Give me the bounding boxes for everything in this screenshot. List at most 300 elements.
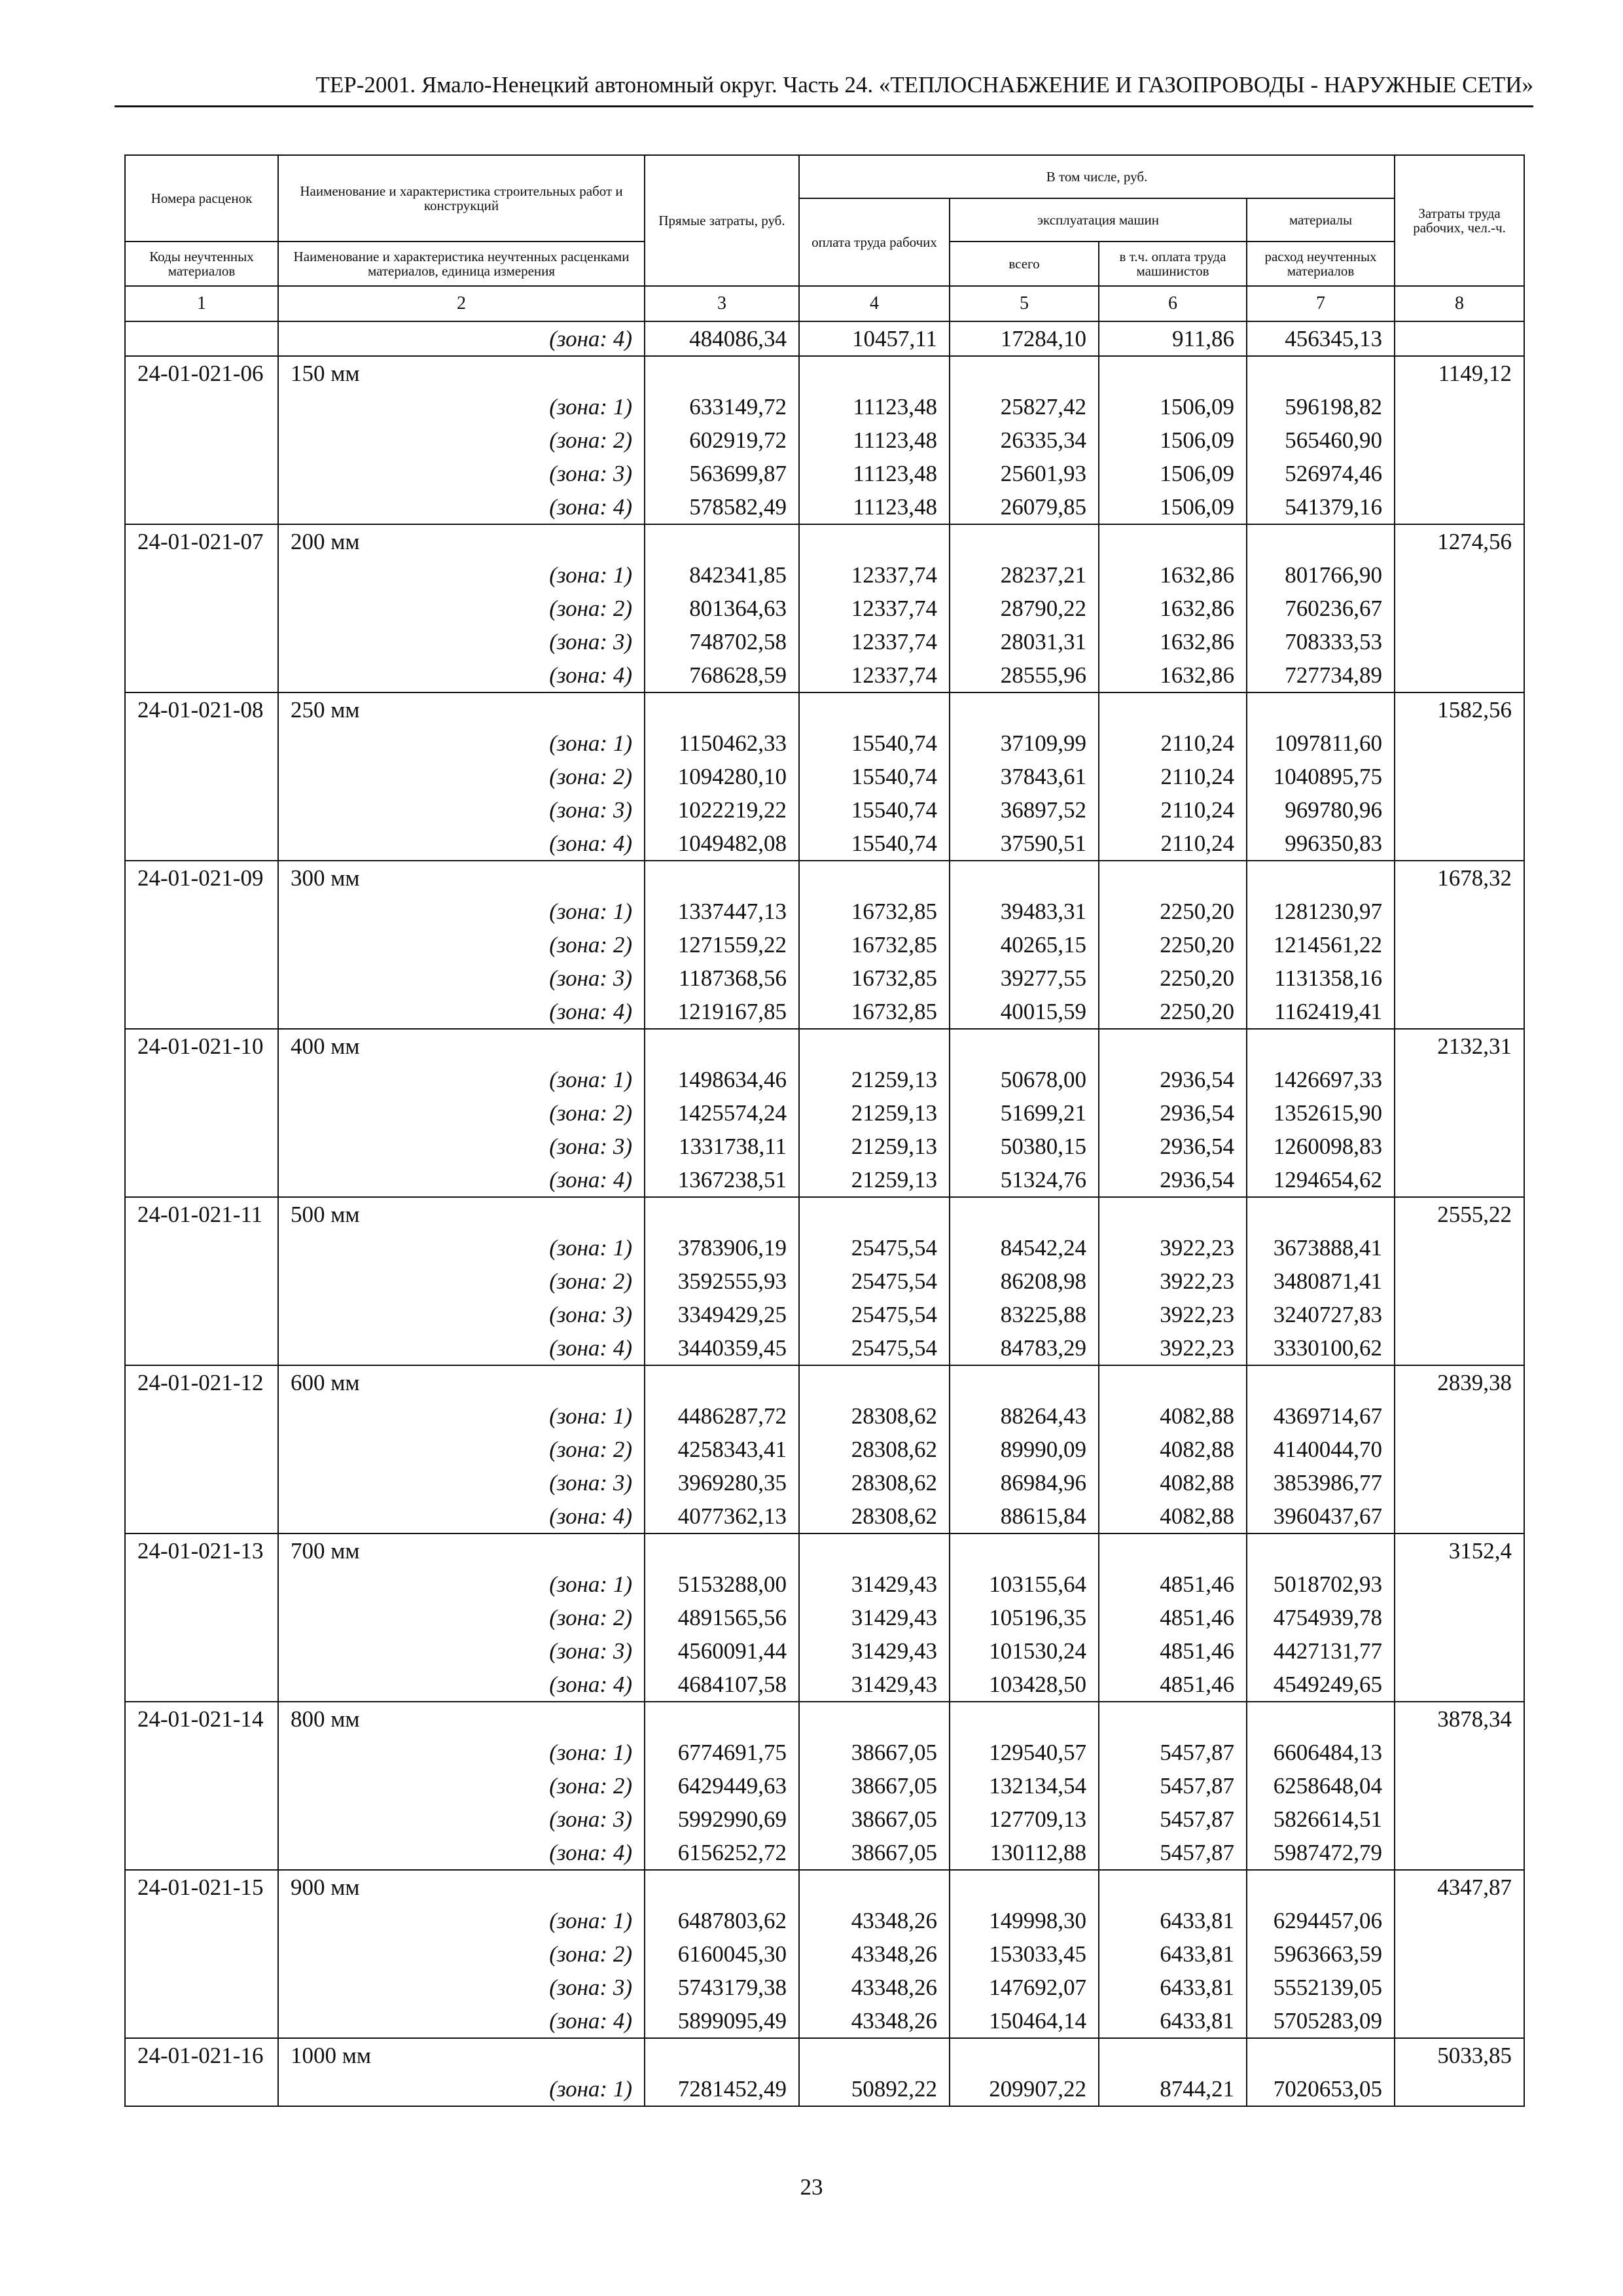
- empty-cell: [950, 1029, 1099, 1063]
- zone-row: [125, 321, 1524, 356]
- header-direct-costs: Прямые затраты, руб.: [645, 155, 799, 286]
- wages: 25475,54: [799, 1331, 950, 1365]
- empty-cell: [125, 423, 278, 457]
- empty-cell: [125, 1063, 278, 1096]
- empty-cell: [1395, 1399, 1524, 1433]
- empty-cell: [125, 1568, 278, 1601]
- wages: 21259,13: [799, 1096, 950, 1130]
- header-work-name: Наименование и характеристика строительных работ и конструкций: [278, 155, 645, 242]
- empty-cell: [1395, 2004, 1524, 2038]
- zone-row: [125, 1904, 1524, 1937]
- empty-cell: [125, 1433, 278, 1466]
- operators-wages: 6433,81: [1099, 1937, 1247, 1971]
- direct-costs: 6160045,30: [645, 1937, 799, 1971]
- zone-label: (зона: 1): [278, 726, 645, 760]
- empty-cell: [125, 1836, 278, 1870]
- empty-cell: [645, 1534, 799, 1568]
- zone-row: [125, 1803, 1524, 1836]
- direct-costs: 3969280,35: [645, 1466, 799, 1499]
- rate-header-row: [125, 524, 1524, 558]
- empty-cell: [799, 1197, 950, 1231]
- operators-wages: 2936,54: [1099, 1096, 1247, 1130]
- zone-label: (зона: 2): [278, 592, 645, 625]
- empty-cell: [1395, 1971, 1524, 2004]
- materials: 596198,82: [1247, 390, 1395, 423]
- empty-cell: [1395, 1433, 1524, 1466]
- empty-cell: [799, 1365, 950, 1399]
- operators-wages: 4082,88: [1099, 1399, 1247, 1433]
- empty-cell: [1395, 625, 1524, 658]
- empty-cell: [950, 692, 1099, 726]
- materials: 4754939,78: [1247, 1601, 1395, 1634]
- wages: 16732,85: [799, 961, 950, 995]
- materials: 760236,67: [1247, 592, 1395, 625]
- empty-cell: [799, 692, 950, 726]
- direct-costs: 4077362,13: [645, 1499, 799, 1534]
- wages: 50892,22: [799, 2072, 950, 2106]
- header-material-codes: Коды неучтенных материалов: [125, 242, 278, 286]
- zone-row: [125, 1399, 1524, 1433]
- empty-cell: [799, 1702, 950, 1736]
- empty-cell: [125, 1231, 278, 1265]
- materials: 727734,89: [1247, 658, 1395, 692]
- rate-code: 24-01-021-11: [125, 1197, 278, 1231]
- empty-cell: [125, 1499, 278, 1534]
- wages: 31429,43: [799, 1634, 950, 1668]
- zone-label: (зона: 2): [278, 423, 645, 457]
- operators-wages: 2250,20: [1099, 995, 1247, 1029]
- empty-cell: [1395, 2072, 1524, 2106]
- wages: 31429,43: [799, 1668, 950, 1702]
- materials: 708333,53: [1247, 625, 1395, 658]
- empty-cell: [1247, 1534, 1395, 1568]
- zone-row: [125, 2004, 1524, 2038]
- operators-wages: 4851,46: [1099, 1668, 1247, 1702]
- operators-wages: 2250,20: [1099, 928, 1247, 961]
- direct-costs: 1331738,11: [645, 1130, 799, 1163]
- header-wages: оплата труда рабочих: [799, 198, 950, 286]
- zone-row: [125, 928, 1524, 961]
- direct-costs: 6156252,72: [645, 1836, 799, 1870]
- header-machines-total: всего: [950, 242, 1099, 286]
- empty-cell: [125, 390, 278, 423]
- zone-label: (зона: 1): [278, 2072, 645, 2106]
- empty-cell: [125, 321, 278, 356]
- empty-cell: [125, 895, 278, 928]
- zone-row: [125, 1736, 1524, 1769]
- labor-cost: 1678,32: [1395, 861, 1524, 895]
- zone-label: (зона: 4): [278, 995, 645, 1029]
- wages: 38667,05: [799, 1736, 950, 1769]
- rate-name: 150 мм: [278, 356, 645, 390]
- empty-cell: [125, 592, 278, 625]
- header-labor-costs: Затраты труда рабочих, чел.-ч.: [1395, 155, 1524, 286]
- rate-header-row: [125, 692, 1524, 726]
- operators-wages: 4082,88: [1099, 1499, 1247, 1534]
- operators-wages: 2250,20: [1099, 961, 1247, 995]
- empty-cell: [125, 1803, 278, 1836]
- zone-row: [125, 1971, 1524, 2004]
- zone-label: (зона: 3): [278, 1466, 645, 1499]
- materials: 5705283,09: [1247, 2004, 1395, 2038]
- empty-cell: [1395, 1769, 1524, 1803]
- zone-label: (зона: 3): [278, 457, 645, 490]
- column-number: 5: [950, 286, 1099, 321]
- rate-header-row: [125, 1534, 1524, 1568]
- materials: 3853986,77: [1247, 1466, 1395, 1499]
- empty-cell: [125, 625, 278, 658]
- empty-cell: [645, 1365, 799, 1399]
- operators-wages: 5457,87: [1099, 1769, 1247, 1803]
- direct-costs: 6429449,63: [645, 1769, 799, 1803]
- empty-cell: [645, 524, 799, 558]
- empty-cell: [645, 1702, 799, 1736]
- wages: 12337,74: [799, 625, 950, 658]
- empty-cell: [125, 827, 278, 861]
- page-number: 23: [800, 2174, 823, 2200]
- empty-cell: [1395, 1499, 1524, 1534]
- rate-header-row: [125, 2038, 1524, 2072]
- zone-label: (зона: 2): [278, 1601, 645, 1634]
- operators-wages: 4851,46: [1099, 1601, 1247, 1634]
- labor-cost: 2132,31: [1395, 1029, 1524, 1063]
- materials: 6258648,04: [1247, 1769, 1395, 1803]
- zone-label: (зона: 4): [278, 1668, 645, 1702]
- rate-code: 24-01-021-13: [125, 1534, 278, 1568]
- wages: 25475,54: [799, 1298, 950, 1331]
- machines-total: 129540,57: [950, 1736, 1099, 1769]
- materials: 1352615,90: [1247, 1096, 1395, 1130]
- wages: 43348,26: [799, 2004, 950, 2038]
- machines-total: 50380,15: [950, 1130, 1099, 1163]
- direct-costs: 1498634,46: [645, 1063, 799, 1096]
- empty-cell: [125, 1163, 278, 1197]
- empty-cell: [125, 1096, 278, 1130]
- operators-wages: 911,86: [1099, 321, 1247, 356]
- header-machines-group: эксплуатация машин: [950, 198, 1247, 242]
- wages: 28308,62: [799, 1499, 950, 1534]
- empty-cell: [1395, 1836, 1524, 1870]
- direct-costs: 5992990,69: [645, 1803, 799, 1836]
- empty-cell: [950, 1534, 1099, 1568]
- labor-cost: 1582,56: [1395, 692, 1524, 726]
- rate-header-row: [125, 1029, 1524, 1063]
- materials: 1426697,33: [1247, 1063, 1395, 1096]
- zone-row: [125, 1298, 1524, 1331]
- empty-cell: [125, 726, 278, 760]
- zone-label: (зона: 3): [278, 1634, 645, 1668]
- direct-costs: 633149,72: [645, 390, 799, 423]
- zone-row: [125, 490, 1524, 524]
- direct-costs: 3349429,25: [645, 1298, 799, 1331]
- machines-total: 103155,64: [950, 1568, 1099, 1601]
- empty-cell: [1247, 356, 1395, 390]
- empty-cell: [799, 2038, 950, 2072]
- operators-wages: 6433,81: [1099, 2004, 1247, 2038]
- operators-wages: 1506,09: [1099, 490, 1247, 524]
- zone-label: (зона: 1): [278, 1568, 645, 1601]
- empty-cell: [125, 2072, 278, 2106]
- operators-wages: 1632,86: [1099, 658, 1247, 692]
- empty-cell: [125, 490, 278, 524]
- direct-costs: 1367238,51: [645, 1163, 799, 1197]
- zone-label: (зона: 3): [278, 1803, 645, 1836]
- empty-cell: [1395, 1130, 1524, 1163]
- column-number: 6: [1099, 286, 1247, 321]
- zone-row: [125, 1265, 1524, 1298]
- empty-cell: [125, 961, 278, 995]
- empty-cell: [125, 995, 278, 1029]
- labor-cost: 4347,87: [1395, 1870, 1524, 1904]
- machines-total: 86984,96: [950, 1466, 1099, 1499]
- zone-row: [125, 961, 1524, 995]
- machines-total: 25827,42: [950, 390, 1099, 423]
- machines-total: 39483,31: [950, 895, 1099, 928]
- materials: 4549249,65: [1247, 1668, 1395, 1702]
- empty-cell: [1247, 692, 1395, 726]
- rate-name: 400 мм: [278, 1029, 645, 1063]
- empty-cell: [1395, 558, 1524, 592]
- wages: 21259,13: [799, 1163, 950, 1197]
- rate-code: 24-01-021-07: [125, 524, 278, 558]
- materials: 1214561,22: [1247, 928, 1395, 961]
- header-including-group: В том числе, руб.: [799, 155, 1395, 198]
- wages: 43348,26: [799, 1937, 950, 1971]
- machines-total: 37109,99: [950, 726, 1099, 760]
- empty-cell: [1395, 793, 1524, 827]
- operators-wages: 2250,20: [1099, 895, 1247, 928]
- zone-row: [125, 1568, 1524, 1601]
- empty-cell: [125, 457, 278, 490]
- materials: 5826614,51: [1247, 1803, 1395, 1836]
- materials: 4140044,70: [1247, 1433, 1395, 1466]
- empty-cell: [1395, 1904, 1524, 1937]
- zone-row: [125, 423, 1524, 457]
- zone-label: (зона: 2): [278, 1769, 645, 1803]
- rate-name: 1000 мм: [278, 2038, 645, 2072]
- operators-wages: 5457,87: [1099, 1836, 1247, 1870]
- materials: 4369714,67: [1247, 1399, 1395, 1433]
- machines-total: 26079,85: [950, 490, 1099, 524]
- machines-total: 28237,21: [950, 558, 1099, 592]
- empty-cell: [1395, 961, 1524, 995]
- zone-row: [125, 592, 1524, 625]
- zone-row: [125, 1130, 1524, 1163]
- operators-wages: 2936,54: [1099, 1163, 1247, 1197]
- empty-cell: [1395, 1298, 1524, 1331]
- empty-cell: [1099, 2038, 1247, 2072]
- page-header: ТЕР-2001. Ямало-Ненецкий автономный округ. Часть 24. «ТЕПЛОСНАБЖЕНИЕ И ГАЗОПРОВОДЫ - НАРУЖНЫЕ СЕТИ»: [315, 72, 1533, 98]
- wages: 11123,48: [799, 490, 950, 524]
- empty-cell: [1395, 1331, 1524, 1365]
- wages: 12337,74: [799, 558, 950, 592]
- machines-total: 17284,10: [950, 321, 1099, 356]
- operators-wages: 1506,09: [1099, 390, 1247, 423]
- empty-cell: [1395, 1096, 1524, 1130]
- empty-cell: [1395, 390, 1524, 423]
- zone-row: [125, 1231, 1524, 1265]
- rate-code: 24-01-021-08: [125, 692, 278, 726]
- materials: 3330100,62: [1247, 1331, 1395, 1365]
- empty-cell: [1247, 1365, 1395, 1399]
- rate-header-row: [125, 1702, 1524, 1736]
- materials: 801766,90: [1247, 558, 1395, 592]
- machines-total: 26335,34: [950, 423, 1099, 457]
- column-number: 3: [645, 286, 799, 321]
- wages: 12337,74: [799, 592, 950, 625]
- rate-code: 24-01-021-06: [125, 356, 278, 390]
- empty-cell: [125, 1668, 278, 1702]
- direct-costs: 5743179,38: [645, 1971, 799, 2004]
- empty-cell: [1099, 1365, 1247, 1399]
- operators-wages: 4851,46: [1099, 1568, 1247, 1601]
- empty-cell: [645, 356, 799, 390]
- empty-cell: [645, 1029, 799, 1063]
- empty-cell: [1247, 2038, 1395, 2072]
- empty-cell: [1395, 895, 1524, 928]
- empty-cell: [950, 1702, 1099, 1736]
- column-number: 7: [1247, 286, 1395, 321]
- machines-total: 83225,88: [950, 1298, 1099, 1331]
- direct-costs: 578582,49: [645, 490, 799, 524]
- machines-total: 84783,29: [950, 1331, 1099, 1365]
- empty-cell: [1099, 524, 1247, 558]
- empty-cell: [645, 1197, 799, 1231]
- labor-cost: 2839,38: [1395, 1365, 1524, 1399]
- rate-code: 24-01-021-10: [125, 1029, 278, 1063]
- wages: 25475,54: [799, 1231, 950, 1265]
- zone-label: (зона: 3): [278, 1971, 645, 2004]
- wages: 25475,54: [799, 1265, 950, 1298]
- operators-wages: 4082,88: [1099, 1433, 1247, 1466]
- wages: 11123,48: [799, 457, 950, 490]
- zone-label: (зона: 3): [278, 1130, 645, 1163]
- column-numbers-row: [125, 286, 1524, 321]
- rate-code: 24-01-021-16: [125, 2038, 278, 2072]
- empty-cell: [1395, 1803, 1524, 1836]
- operators-wages: 1632,86: [1099, 592, 1247, 625]
- zone-label: (зона: 3): [278, 1298, 645, 1331]
- empty-cell: [125, 1130, 278, 1163]
- empty-cell: [645, 1870, 799, 1904]
- rate-header-row: [125, 861, 1524, 895]
- wages: 15540,74: [799, 827, 950, 861]
- operators-wages: 2110,24: [1099, 760, 1247, 793]
- direct-costs: 1022219,22: [645, 793, 799, 827]
- empty-cell: [125, 1769, 278, 1803]
- empty-cell: [799, 1029, 950, 1063]
- rate-header-row: [125, 1365, 1524, 1399]
- rate-name: 600 мм: [278, 1365, 645, 1399]
- empty-cell: [799, 356, 950, 390]
- machines-total: 101530,24: [950, 1634, 1099, 1668]
- rate-code: 24-01-021-15: [125, 1870, 278, 1904]
- direct-costs: 842341,85: [645, 558, 799, 592]
- zone-row: [125, 1466, 1524, 1499]
- operators-wages: 4851,46: [1099, 1634, 1247, 1668]
- machines-total: 150464,14: [950, 2004, 1099, 2038]
- empty-cell: [125, 793, 278, 827]
- header-operators-wages: в т.ч. оплата труда машинистов: [1099, 242, 1247, 286]
- operators-wages: 5457,87: [1099, 1736, 1247, 1769]
- materials: 526974,46: [1247, 457, 1395, 490]
- zone-label: (зона: 2): [278, 1433, 645, 1466]
- zone-label: (зона: 1): [278, 895, 645, 928]
- operators-wages: 1506,09: [1099, 423, 1247, 457]
- operators-wages: 8744,21: [1099, 2072, 1247, 2106]
- zone-row: [125, 895, 1524, 928]
- operators-wages: 6433,81: [1099, 1904, 1247, 1937]
- empty-cell: [125, 1466, 278, 1499]
- zone-label: (зона: 3): [278, 961, 645, 995]
- operators-wages: 1632,86: [1099, 558, 1247, 592]
- zone-row: [125, 760, 1524, 793]
- empty-cell: [1395, 760, 1524, 793]
- machines-total: 147692,07: [950, 1971, 1099, 2004]
- operators-wages: 6433,81: [1099, 1971, 1247, 2004]
- wages: 15540,74: [799, 760, 950, 793]
- materials: 5018702,93: [1247, 1568, 1395, 1601]
- machines-total: 36897,52: [950, 793, 1099, 827]
- empty-cell: [950, 861, 1099, 895]
- wages: 15540,74: [799, 793, 950, 827]
- machines-total: 149998,30: [950, 1904, 1099, 1937]
- wages: 10457,11: [799, 321, 950, 356]
- machines-total: 153033,45: [950, 1937, 1099, 1971]
- zone-row: [125, 625, 1524, 658]
- materials: 3480871,41: [1247, 1265, 1395, 1298]
- materials: 6294457,06: [1247, 1904, 1395, 1937]
- empty-cell: [1099, 1702, 1247, 1736]
- wages: 21259,13: [799, 1130, 950, 1163]
- column-number: 8: [1395, 286, 1524, 321]
- empty-cell: [645, 692, 799, 726]
- rate-name: 500 мм: [278, 1197, 645, 1231]
- direct-costs: 1219167,85: [645, 995, 799, 1029]
- empty-cell: [125, 760, 278, 793]
- wages: 28308,62: [799, 1433, 950, 1466]
- materials: 7020653,05: [1247, 2072, 1395, 2106]
- empty-cell: [1395, 928, 1524, 961]
- machines-total: 84542,24: [950, 1231, 1099, 1265]
- direct-costs: 1094280,10: [645, 760, 799, 793]
- table-body: [125, 321, 1524, 2106]
- materials: 996350,83: [1247, 827, 1395, 861]
- empty-cell: [1099, 692, 1247, 726]
- materials: 565460,90: [1247, 423, 1395, 457]
- zone-row: [125, 827, 1524, 861]
- rate-name: 700 мм: [278, 1534, 645, 1568]
- empty-cell: [1247, 1870, 1395, 1904]
- direct-costs: 7281452,49: [645, 2072, 799, 2106]
- zone-label: (зона: 4): [278, 2004, 645, 2038]
- wages: 15540,74: [799, 726, 950, 760]
- empty-cell: [1395, 1163, 1524, 1197]
- empty-cell: [125, 658, 278, 692]
- materials: 1260098,83: [1247, 1130, 1395, 1163]
- machines-total: 25601,93: [950, 457, 1099, 490]
- wages: 38667,05: [799, 1836, 950, 1870]
- operators-wages: 2110,24: [1099, 726, 1247, 760]
- direct-costs: 1187368,56: [645, 961, 799, 995]
- machines-total: 28555,96: [950, 658, 1099, 692]
- labor-cost: 5033,85: [1395, 2038, 1524, 2072]
- machines-total: 89990,09: [950, 1433, 1099, 1466]
- machines-total: 50678,00: [950, 1063, 1099, 1096]
- empty-cell: [125, 1971, 278, 2004]
- wages: 11123,48: [799, 390, 950, 423]
- empty-cell: [1395, 1736, 1524, 1769]
